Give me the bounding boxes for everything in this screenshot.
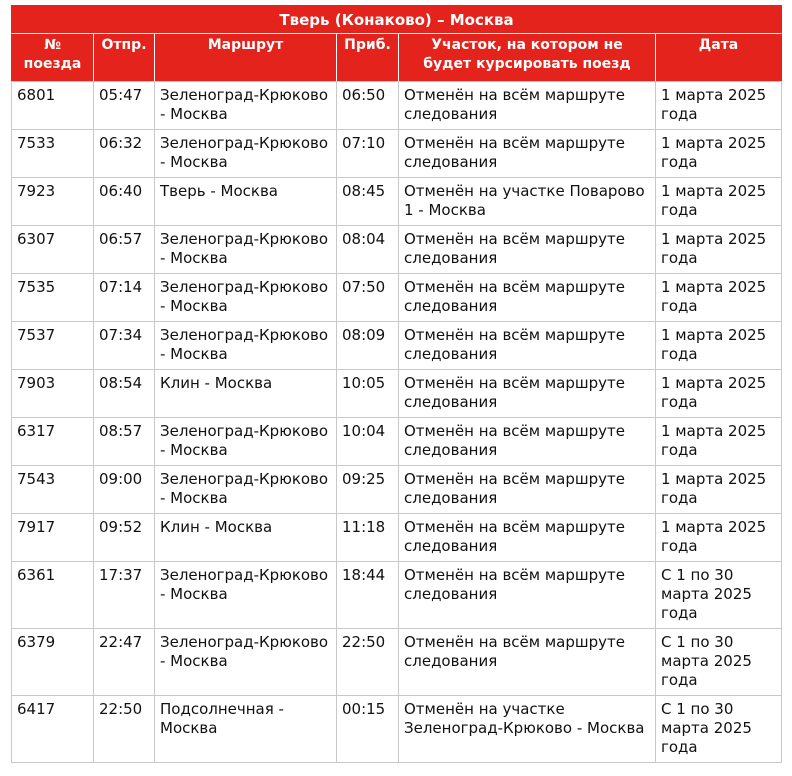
cell-departure: 09:00 bbox=[94, 466, 155, 514]
cell-section: Отменён на всём маршруте следования bbox=[399, 418, 656, 466]
cell-date: С 1 по 30 марта 2025 года bbox=[656, 629, 782, 696]
header-route: Маршрут bbox=[155, 34, 337, 81]
cell-section: Отменён на участке Зеленоград-Крюково - Москва bbox=[399, 696, 656, 763]
cell-train-number: 6801 bbox=[11, 81, 94, 130]
cell-departure: 09:52 bbox=[94, 514, 155, 562]
cell-arrival: 07:10 bbox=[337, 130, 399, 178]
cell-section: Отменён на всём маршруте следования bbox=[399, 466, 656, 514]
cell-date: 1 марта 2025 года bbox=[656, 418, 782, 466]
cell-train-number: 6417 bbox=[11, 696, 94, 763]
train-schedule-table bbox=[11, 5, 782, 763]
cell-departure: 08:54 bbox=[94, 370, 155, 418]
cell-section: Отменён на всём маршруте следования bbox=[399, 322, 656, 370]
table-row bbox=[11, 696, 782, 763]
cell-train-number: 7543 bbox=[11, 466, 94, 514]
cell-route: Зеленоград-Крюково - Москва bbox=[155, 418, 337, 466]
cell-route: Зеленоград-Крюково - Москва bbox=[155, 629, 337, 696]
table-row bbox=[11, 130, 782, 178]
cell-departure: 22:47 bbox=[94, 629, 155, 696]
cell-section: Отменён на всём маршруте следования bbox=[399, 130, 656, 178]
cell-train-number: 6317 bbox=[11, 418, 94, 466]
cell-arrival: 10:04 bbox=[337, 418, 399, 466]
cell-arrival: 00:15 bbox=[337, 696, 399, 763]
cell-departure: 17:37 bbox=[94, 562, 155, 629]
cell-route: Подсолнечная - Москва bbox=[155, 696, 337, 763]
table-row bbox=[11, 629, 782, 696]
header-date: Дата bbox=[656, 34, 782, 81]
cell-train-number: 7903 bbox=[11, 370, 94, 418]
table-row bbox=[11, 514, 782, 562]
header-section-line1: Участок, на котором не bbox=[431, 37, 623, 53]
cell-route: Клин - Москва bbox=[155, 370, 337, 418]
cell-section: Отменён на всём маршруте следования bbox=[399, 370, 656, 418]
cell-arrival: 06:50 bbox=[337, 81, 399, 130]
table-title: Тверь (Конаково) – Москва bbox=[11, 5, 782, 34]
table-row bbox=[11, 81, 782, 130]
cell-route: Зеленоград-Крюково - Москва bbox=[155, 130, 337, 178]
cell-train-number: 6307 bbox=[11, 226, 94, 274]
cell-arrival: 07:50 bbox=[337, 274, 399, 322]
header-section-line2: будет курсировать поезд bbox=[423, 56, 631, 72]
schedule-container bbox=[11, 5, 782, 763]
cell-arrival: 09:25 bbox=[337, 466, 399, 514]
cell-route: Зеленоград-Крюково - Москва bbox=[155, 81, 337, 130]
cell-date: 1 марта 2025 года bbox=[656, 226, 782, 274]
cell-route: Зеленоград-Крюково - Москва bbox=[155, 562, 337, 629]
cell-train-number: 6361 bbox=[11, 562, 94, 629]
cell-train-number: 7917 bbox=[11, 514, 94, 562]
table-row bbox=[11, 274, 782, 322]
cell-date: 1 марта 2025 года bbox=[656, 322, 782, 370]
cell-train-number: 7533 bbox=[11, 130, 94, 178]
header-arrival: Приб. bbox=[337, 34, 399, 81]
cell-route: Зеленоград-Крюково - Москва bbox=[155, 226, 337, 274]
cell-train-number: 6379 bbox=[11, 629, 94, 696]
cell-section: Отменён на всём маршруте следования bbox=[399, 274, 656, 322]
table-row bbox=[11, 562, 782, 629]
header-train-number-line1: № bbox=[44, 37, 61, 53]
cell-arrival: 08:45 bbox=[337, 178, 399, 226]
cell-arrival: 08:04 bbox=[337, 226, 399, 274]
cell-route: Тверь - Москва bbox=[155, 178, 337, 226]
cell-section: Отменён на участке Поварово 1 - Москва bbox=[399, 178, 656, 226]
cell-section: Отменён на всём маршруте следования bbox=[399, 226, 656, 274]
cell-departure: 07:34 bbox=[94, 322, 155, 370]
cell-section: Отменён на всём маршруте следования bbox=[399, 629, 656, 696]
cell-date: 1 марта 2025 года bbox=[656, 130, 782, 178]
cell-route: Зеленоград-Крюково - Москва bbox=[155, 322, 337, 370]
table-row bbox=[11, 226, 782, 274]
table-row bbox=[11, 370, 782, 418]
cell-date: 1 марта 2025 года bbox=[656, 274, 782, 322]
cell-arrival: 18:44 bbox=[337, 562, 399, 629]
cell-date: С 1 по 30 марта 2025 года bbox=[656, 562, 782, 629]
table-row bbox=[11, 466, 782, 514]
cell-date: 1 марта 2025 года bbox=[656, 514, 782, 562]
header-section bbox=[399, 34, 656, 81]
cell-arrival: 08:09 bbox=[337, 322, 399, 370]
cell-date: 1 марта 2025 года bbox=[656, 370, 782, 418]
header-train-number bbox=[11, 34, 94, 81]
cell-date: 1 марта 2025 года bbox=[656, 81, 782, 130]
cell-date: 1 марта 2025 года bbox=[656, 466, 782, 514]
cell-date: 1 марта 2025 года bbox=[656, 178, 782, 226]
cell-departure: 06:57 bbox=[94, 226, 155, 274]
cell-section: Отменён на всём маршруте следования bbox=[399, 81, 656, 130]
cell-departure: 06:32 bbox=[94, 130, 155, 178]
cell-arrival: 10:05 bbox=[337, 370, 399, 418]
cell-route: Клин - Москва bbox=[155, 514, 337, 562]
cell-route: Зеленоград-Крюково - Москва bbox=[155, 274, 337, 322]
cell-section: Отменён на всём маршруте следования bbox=[399, 514, 656, 562]
table-row bbox=[11, 322, 782, 370]
header-departure: Отпр. bbox=[94, 34, 155, 81]
cell-route: Зеленоград-Крюково - Москва bbox=[155, 466, 337, 514]
cell-train-number: 7535 bbox=[11, 274, 94, 322]
cell-arrival: 22:50 bbox=[337, 629, 399, 696]
cell-train-number: 7923 bbox=[11, 178, 94, 226]
header-row bbox=[11, 34, 782, 81]
cell-arrival: 11:18 bbox=[337, 514, 399, 562]
cell-departure: 06:40 bbox=[94, 178, 155, 226]
header-train-number-line2: поезда bbox=[23, 56, 82, 72]
cell-date: С 1 по 30 марта 2025 года bbox=[656, 696, 782, 763]
cell-departure: 08:57 bbox=[94, 418, 155, 466]
table-row bbox=[11, 178, 782, 226]
table-row bbox=[11, 418, 782, 466]
cell-departure: 22:50 bbox=[94, 696, 155, 763]
cell-departure: 07:14 bbox=[94, 274, 155, 322]
cell-train-number: 7537 bbox=[11, 322, 94, 370]
cell-section: Отменён на всём маршруте следования bbox=[399, 562, 656, 629]
cell-departure: 05:47 bbox=[94, 81, 155, 130]
